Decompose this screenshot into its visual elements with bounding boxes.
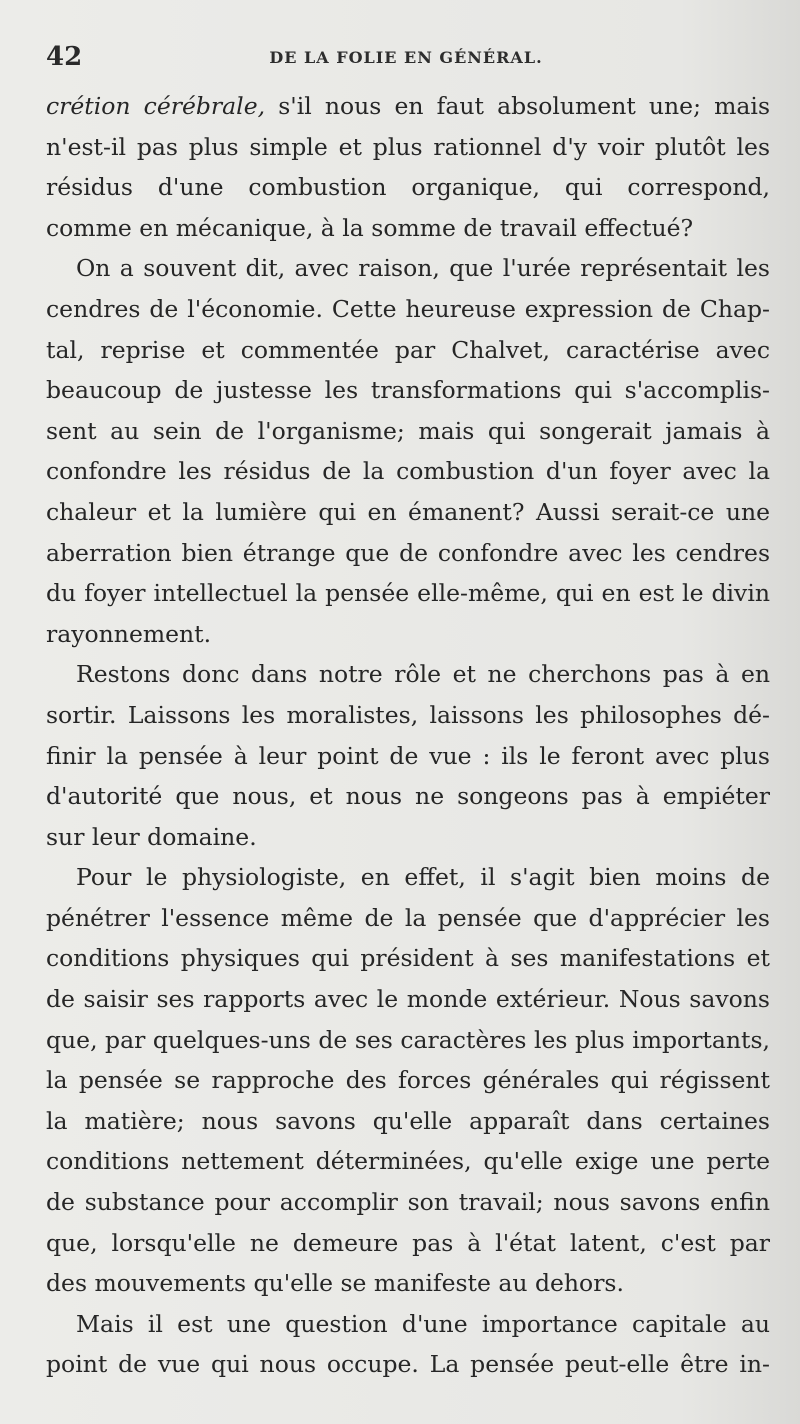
line-text: la pensée se rapproche des forces générales qui régissent [46, 1066, 770, 1095]
line-text: beaucoup de justesse les transformations qui s'accomplis- [46, 376, 770, 405]
text-line [46, 1304, 770, 1345]
page-number: 42 [46, 42, 83, 72]
line-text: Restons donc dans notre rôle et ne cherchons pas à en [76, 660, 770, 689]
text-line [46, 1223, 770, 1264]
text-line [46, 1060, 770, 1101]
line-text: des mouvements qu'elle se manifeste au dehors. [46, 1269, 624, 1298]
text-line [46, 1344, 770, 1385]
paragraph [46, 857, 770, 1304]
line-text: la matière; nous savons qu'elle apparaît dans certaines [46, 1106, 770, 1135]
line-text: aberration bien étrange que de confondre avec les cendres [46, 538, 770, 567]
line-text: du foyer intellectuel la pensée elle-même, qui en est le divin [46, 579, 770, 608]
line-text: point de vue qui nous occupe. La pensée peut-elle être in- [46, 1350, 770, 1379]
text-line [46, 451, 770, 492]
text-line [46, 654, 770, 695]
text-line [46, 208, 770, 249]
line-text: On a souvent dit, avec raison, que l'urée représentait les [76, 254, 770, 283]
text-line [46, 573, 770, 614]
line-text: conditions physiques qui président à ses manifestations et [46, 944, 770, 973]
line-text: Pour le physiologiste, en effet, il s'agit bien moins de [76, 863, 770, 892]
page-header [46, 42, 766, 76]
line-text: de saisir ses rapports avec le monde extérieur. Nous savons [46, 985, 770, 1014]
line-text: s'il nous en faut absolument une; mais [265, 92, 771, 120]
text-line [46, 411, 770, 452]
text-line [46, 1020, 770, 1061]
paragraph [46, 248, 770, 654]
line-text: sent au sein de l'organisme; mais qui songerait jamais à [46, 416, 770, 445]
line-text: cendres de l'économie. Cette heureuse expression de Chap- [46, 294, 770, 323]
text-line [46, 1182, 770, 1223]
line-text: conditions nettement déterminées, qu'elle exige une perte [46, 1147, 770, 1176]
line-text: d'autorité que nous, et nous ne songeons pas à empiéter [46, 782, 770, 811]
line-text: sur leur domaine. [46, 822, 257, 851]
line-text: rayonnement. [46, 619, 212, 648]
text-line [46, 167, 770, 208]
text-line [46, 776, 770, 817]
line-text: finir la pensée à leur point de vue : ils le feront avec plus [46, 741, 770, 770]
text-line [46, 857, 770, 898]
text-line [46, 1101, 770, 1142]
text-line [46, 614, 770, 655]
text-line [46, 127, 770, 168]
paragraph [46, 86, 770, 248]
line-text: résidus d'une combustion organique, qui correspond, [46, 173, 770, 202]
text-line [46, 938, 770, 979]
text-line [46, 736, 770, 777]
line-text: tal, reprise et commentée par Chalvet, caractérise avec [46, 335, 770, 364]
line-text: que, lorsqu'elle ne demeure pas à l'état latent, c'est par [46, 1228, 770, 1257]
text-line [46, 817, 770, 858]
line-text: pénétrer l'essence même de la pensée que d'apprécier les [46, 903, 770, 932]
text-line [46, 330, 770, 371]
paragraph [46, 1304, 770, 1385]
body-text [46, 86, 770, 1385]
running-head: DE LA FOLIE EN GÉNÉRAL. [269, 48, 543, 67]
text-line [46, 289, 770, 330]
text-line [46, 1141, 770, 1182]
line-text: comme en mécanique, à la somme de travail effectué? [46, 213, 694, 242]
line-text: n'est-il pas plus simple et plus rationnel d'y voir plutôt les [46, 132, 770, 161]
line-text: confondre les résidus de la combustion d'un foyer avec la [46, 457, 770, 486]
line-text: chaleur et la lumière qui en émanent? Aussi serait-ce une [46, 497, 770, 526]
paragraph [46, 654, 770, 857]
text-line [46, 979, 770, 1020]
text-line [46, 370, 770, 411]
text-line [46, 248, 770, 289]
text-line [46, 1263, 770, 1304]
text-line [46, 492, 770, 533]
text-line [46, 695, 770, 736]
line-text: de substance pour accomplir son travail; nous savons enfin [46, 1188, 770, 1217]
text-line [46, 533, 770, 574]
text-line [46, 898, 770, 939]
line-text: Mais il est une question d'une importance capitale au [76, 1309, 770, 1338]
italic-phrase: crétion cérébrale, [46, 92, 266, 120]
line-text: que, par quelques-uns de ses caractères les plus importants, [46, 1025, 770, 1054]
line-text: sortir. Laissons les moralistes, laissons les philosophes dé- [46, 700, 770, 729]
text-line [46, 86, 770, 127]
